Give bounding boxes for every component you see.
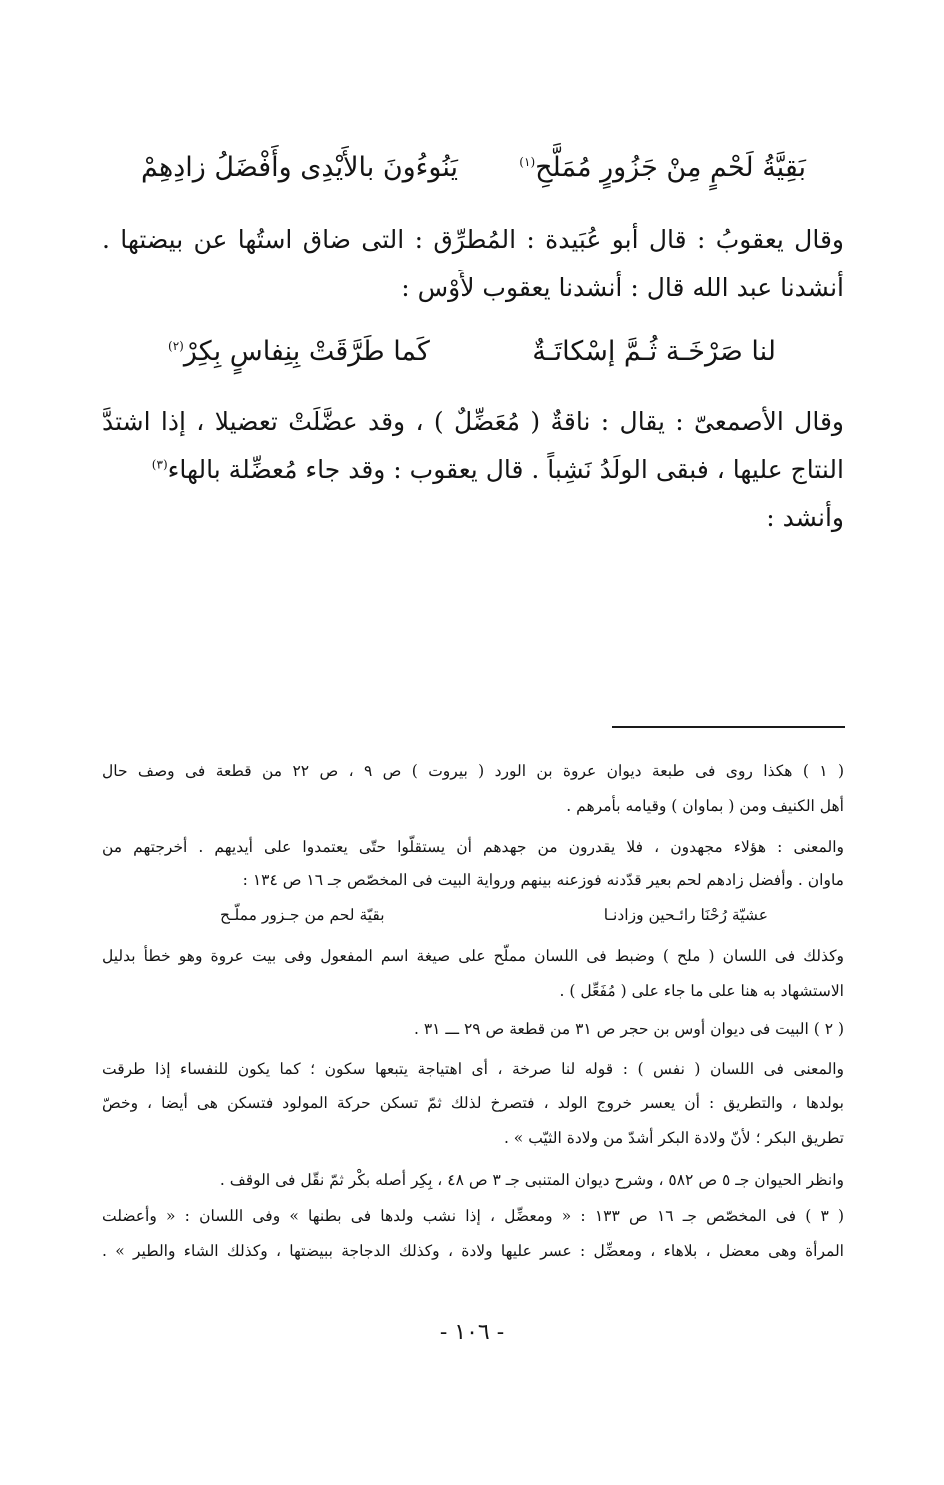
footnote-line: المرأة وهى معضل ، بلاهاء ، ومعضِّل : عسر عليها ولادة ، وكذلك الدجاجة ببيضتها ، وكذلك الشاء والطير » . <box>102 1242 844 1260</box>
body-line: وأنشد : <box>766 503 844 532</box>
verse-1-second-hemistich: بَقِيَّةُ لَحْمٍ مِنْ جَزُورٍ مُمَلَّحِ$^{(١)}$ <box>519 152 806 183</box>
page-number: - ١٠٦ - <box>439 1320 505 1345</box>
footnote-verse-second: بقيّة لحم من جـزور مملّـح <box>220 906 385 924</box>
body-line: النتاج عليها ، فبقى الولَدُ نَشِباً . قال يعقوب : وقد جاء مُعضِّلة بالهاء$^{(٣)}$ <box>151 455 844 484</box>
footnote-line: ( ٢ ) البيت فى ديوان أوس بن حجر ص ٣١ من قطعة ص ٢٩ ـــ ٣١ . <box>413 1020 844 1038</box>
footnote-line: تطريق البكر ؛ لأنّ ولادة البكر أشدّ من ولادة الثيّب » . <box>503 1129 844 1147</box>
verse-2-first-hemistich: لنا صَرْخَـة ثُـمَّ إسْكاتَـةٌ <box>532 336 776 367</box>
verse-1-first-hemistich: يَنُوءُونَ بالأَيْدِى وأَفْضَلُ زادِهِمْ <box>141 152 458 183</box>
footnote-marker-1: (١) <box>519 155 536 169</box>
footnote-marker-3: (٣) <box>151 457 168 472</box>
verse-2-second-hemistich: كَما طَرَّقَتْ بِنِفاسٍ بِكِرْ$^{(٢)}$ <box>168 336 430 367</box>
footnote-marker-2: (٢) <box>168 339 184 353</box>
body-line: وقال الأصمعىّ : يقال : ناقةٌ ( مُعَضِّلٌ ) ، وقد عضَّلَتْ تعضيلا ، إذا اشتدَّ <box>102 407 844 436</box>
footnote-line: وانظر الحيوان جـ ٥ ص ٥٨٢ ، وشرح ديوان المتنبى جـ ٣ ص ٤٨ ، بِكِر أصله بكْر ثمّ نقّل فى الوقف . <box>219 1171 844 1189</box>
footnote-line: الاستشهاد به هنا على ما جاء على ( مُفَعِّل ) . <box>559 982 844 1000</box>
footnote-line: والمعنى : هؤلاء مجهدون ، فلا يقدرون من جهدهم أن يستقلّوا حتّى يعتمدوا على أيديهم . أخرجتهم من <box>102 838 844 856</box>
body-line: وقال يعقوبُ : قال أبو عُبَيدة : المُطرِّق : التى ضاق استُها عن بيضتها . <box>102 225 844 254</box>
footnote-line: ماوان . وأفضل زادهم لحم بعير قدّدنه فوزعنه بينهم ورواية البيت فى المخصّص جـ ١٦ ص ١٣٤ : <box>242 871 844 889</box>
footnote-line: بولدها ، والتطريق : أن يعسر خروج الولد ، فتصرخ لذلك ثمّ تسكن حركة المولود فتسكن هى أيضا ، وخصّ <box>102 1094 844 1112</box>
footnote-line: ( ١ ) هكذا روى فى طبعة ديوان عروة بن الورد ( بيروت ) ص ٩ ، ص ٢٢ من قطعة فى وصف حال <box>102 762 844 780</box>
footnote-line: ( ٣ ) فى المخصّص جـ ١٦ ص ١٣٣ : « ومعضِّل ، إذا نشب ولدها فى بطنها » وفى اللسان : « وأعضلت <box>102 1207 844 1225</box>
footnote-line: وكذلك فى اللسان ( ملح ) وضبط فى اللسان مملّح على صيغة اسم المفعول وفى بيت عروة وهو خطأ بدليل <box>102 947 844 965</box>
footnote-line: والمعنى فى اللسان ( نفس ) : قوله لنا صرخة ، أى اهتياجة يتبعها سكون ؛ كما يكون للنفساء إذا طرقت <box>102 1060 844 1078</box>
body-line: أنشدنا عبد الله قال : أنشدنا يعقوب لأَوْس : <box>401 273 844 302</box>
footnote-verse-first: عشيّة رُحْنَا رائـحين وزادنـا <box>603 906 768 924</box>
footnote-line: أهل الكنيف ومن ( بماوان ) وقيامه بأمرهم . <box>566 797 844 815</box>
footnote-separator <box>612 726 845 728</box>
